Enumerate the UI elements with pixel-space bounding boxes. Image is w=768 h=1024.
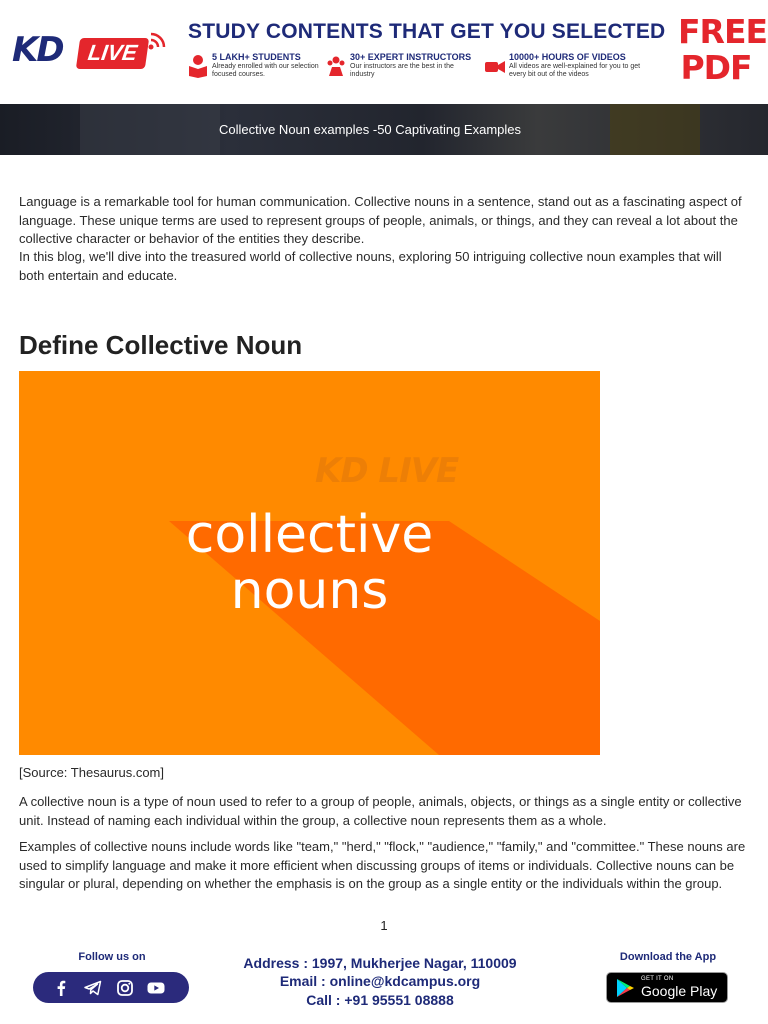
book-icon <box>188 54 208 78</box>
free-pdf-line2: PDF <box>680 48 752 87</box>
collective-nouns-image <box>19 371 600 755</box>
intro-paragraph-1: Language is a remarkable tool for human communication. Collective nouns in a sentence, stand out as a fascinating aspect of language. These unique terms are used to represent groups of people, animals, or things, and they can reveal a lot about the collective character or behavior of the entities they describe. <box>19 194 742 246</box>
stat-desc: All videos are well-explained for you to get every bit out of the videos <box>509 63 641 78</box>
intro-paragraph-2: In this blog, we'll dive into the treasured world of collective nouns, exploring 50 intriguing collective noun examples that will both entertain and educate. <box>19 249 722 283</box>
google-play-big-text: Google Play <box>641 983 718 999</box>
kd-live-watermark: KD LIVE <box>315 451 459 491</box>
stat-title: 30+ EXPERT INSTRUCTORS <box>350 52 472 62</box>
header-banner <box>0 0 768 104</box>
google-play-button[interactable] <box>606 972 728 1003</box>
title-strip <box>0 104 768 155</box>
facebook-icon[interactable] <box>51 978 71 998</box>
google-play-icon <box>615 978 635 998</box>
stat-students <box>188 52 323 84</box>
banner-title: STUDY CONTENTS THAT GET YOU SELECTED <box>188 20 666 43</box>
image-source-caption: [Source: Thesaurus.com] <box>19 765 164 780</box>
footer-address: Address : 1997, Mukherjee Nagar, 110009 <box>243 955 517 971</box>
hero-text-line2: nouns <box>230 561 389 621</box>
kd-live-logo[interactable] <box>12 26 162 78</box>
free-pdf-line1: FREE <box>678 12 768 51</box>
instagram-icon[interactable] <box>115 978 135 998</box>
social-links-bar <box>33 972 189 1003</box>
logo-live-badge: LIVE <box>76 38 149 69</box>
instructors-icon <box>326 54 346 78</box>
stat-title: 10000+ HOURS OF VIDEOS <box>509 52 626 62</box>
video-camera-icon <box>485 54 505 78</box>
telegram-icon[interactable] <box>83 978 103 998</box>
hero-text-line1: collective <box>185 505 434 565</box>
google-play-small-text: GET IT ON <box>641 976 674 982</box>
page-number: 1 <box>380 918 388 933</box>
free-pdf-badge[interactable] <box>678 12 768 87</box>
stat-title: 5 LAKH+ STUDENTS <box>212 52 301 62</box>
article-title: Collective Noun examples -50 Captivating Examples <box>218 122 522 137</box>
youtube-icon[interactable] <box>146 978 166 998</box>
footer-phone[interactable]: Call : +91 95551 08888 <box>306 992 454 1008</box>
download-app-label: Download the App <box>619 951 717 963</box>
examples-paragraph: Examples of collective nouns include words like "team," "herd," "flock," "audience," "family," and "committee." These nouns are used to simplify language and make it more efficient when discussing groups of items or individuals. Collective nouns can be singular or plural, depending on whether the emphasis is on the group as a single entity or the individuals within the group. <box>19 839 746 891</box>
stat-videos <box>485 52 665 84</box>
follow-us-label: Follow us on <box>78 951 146 963</box>
stat-instructors <box>326 52 476 84</box>
stat-desc: Our instructors are the best in the industry <box>350 63 454 78</box>
broadcast-signal-icon <box>146 28 170 52</box>
logo-kd-text: KD <box>12 30 63 70</box>
footer-email[interactable]: Email : online@kdcampus.org <box>279 973 481 989</box>
stat-desc: Already enrolled with our selection focused courses. <box>212 63 319 78</box>
section-heading: Define Collective Noun <box>19 330 303 360</box>
definition-paragraph: A collective noun is a type of noun used to refer to a group of people, animals, objects, or things as a single entity or collective unit. Instead of naming each individual within the group, a collective noun represents them as a whole. <box>19 794 742 828</box>
